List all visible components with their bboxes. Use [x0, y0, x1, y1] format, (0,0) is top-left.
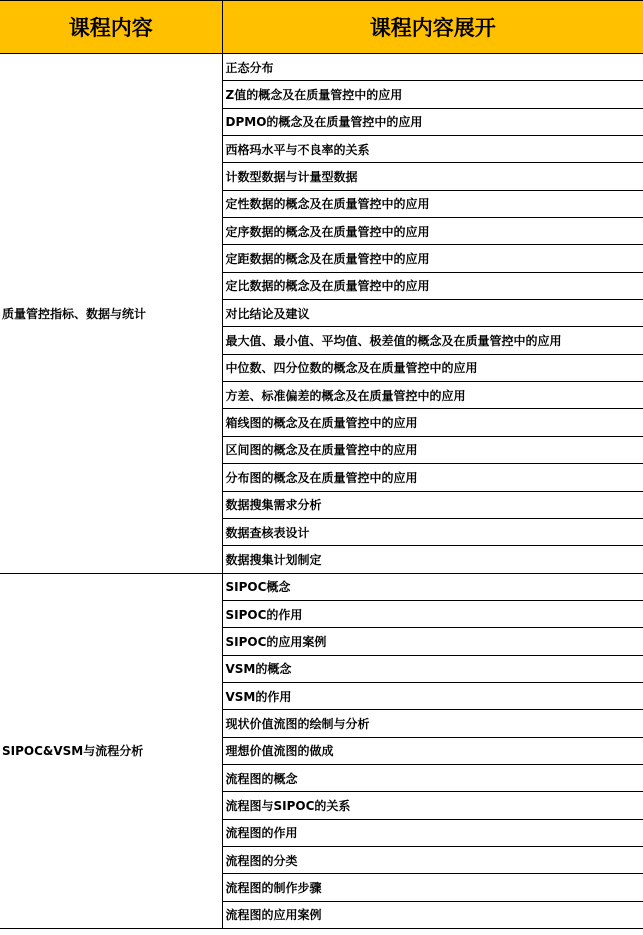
topic-cell: 流程图的概念 [222, 764, 643, 791]
topic-cell: SIPOC概念 [222, 573, 643, 600]
topic-cell: 定距数据的概念及在质量管控中的应用 [222, 245, 643, 272]
topic-cell: 最大值、最小值、平均值、极差值的概念及在质量管控中的应用 [222, 327, 643, 354]
topic-cell: DPMO的概念及在质量管控中的应用 [222, 108, 643, 135]
topic-cell: 定比数据的概念及在质量管控中的应用 [222, 272, 643, 299]
topic-cell: 方差、标准偏差的概念及在质量管控中的应用 [222, 382, 643, 409]
topic-cell: 数据搜集计划制定 [222, 546, 643, 573]
topic-cell: 数据搜集需求分析 [222, 491, 643, 518]
category-cell: 质量管控指标、数据与统计 [0, 54, 222, 574]
topic-cell: 中位数、四分位数的概念及在质量管控中的应用 [222, 354, 643, 381]
category-cell: SIPOC&VSM与流程分析 [0, 573, 222, 928]
topic-cell: 西格玛水平与不良率的关系 [222, 136, 643, 163]
topic-cell: 箱线图的概念及在质量管控中的应用 [222, 409, 643, 436]
table-body [0, 54, 643, 929]
topic-cell: SIPOC的应用案例 [222, 628, 643, 655]
header-row [0, 1, 643, 54]
topic-cell: 理想价值流图的做成 [222, 737, 643, 764]
topic-cell: 流程图的应用案例 [222, 901, 643, 928]
table-row [0, 54, 643, 81]
topic-cell: 区间图的概念及在质量管控中的应用 [222, 436, 643, 463]
topic-cell: 正态分布 [222, 54, 643, 81]
topic-cell: 现状价值流图的绘制与分析 [222, 710, 643, 737]
topic-cell: VSM的概念 [222, 655, 643, 682]
topic-cell: 数据查核表设计 [222, 518, 643, 545]
topic-cell: 流程图的分类 [222, 846, 643, 873]
header-course-expansion: 课程内容展开 [222, 1, 643, 54]
topic-cell: SIPOC的作用 [222, 600, 643, 627]
topic-cell: 对比结论及建议 [222, 300, 643, 327]
header-course-content: 课程内容 [0, 1, 222, 54]
topic-cell: 流程图的制作步骤 [222, 874, 643, 901]
topic-cell: 定性数据的概念及在质量管控中的应用 [222, 190, 643, 217]
topic-cell: 定序数据的概念及在质量管控中的应用 [222, 218, 643, 245]
table-row [0, 573, 643, 600]
topic-cell: 流程图与SIPOC的关系 [222, 792, 643, 819]
topic-cell: 分布图的概念及在质量管控中的应用 [222, 464, 643, 491]
topic-cell: 流程图的作用 [222, 819, 643, 846]
topic-cell: 计数型数据与计量型数据 [222, 163, 643, 190]
topic-cell: VSM的作用 [222, 682, 643, 709]
topic-cell: Z值的概念及在质量管控中的应用 [222, 81, 643, 108]
